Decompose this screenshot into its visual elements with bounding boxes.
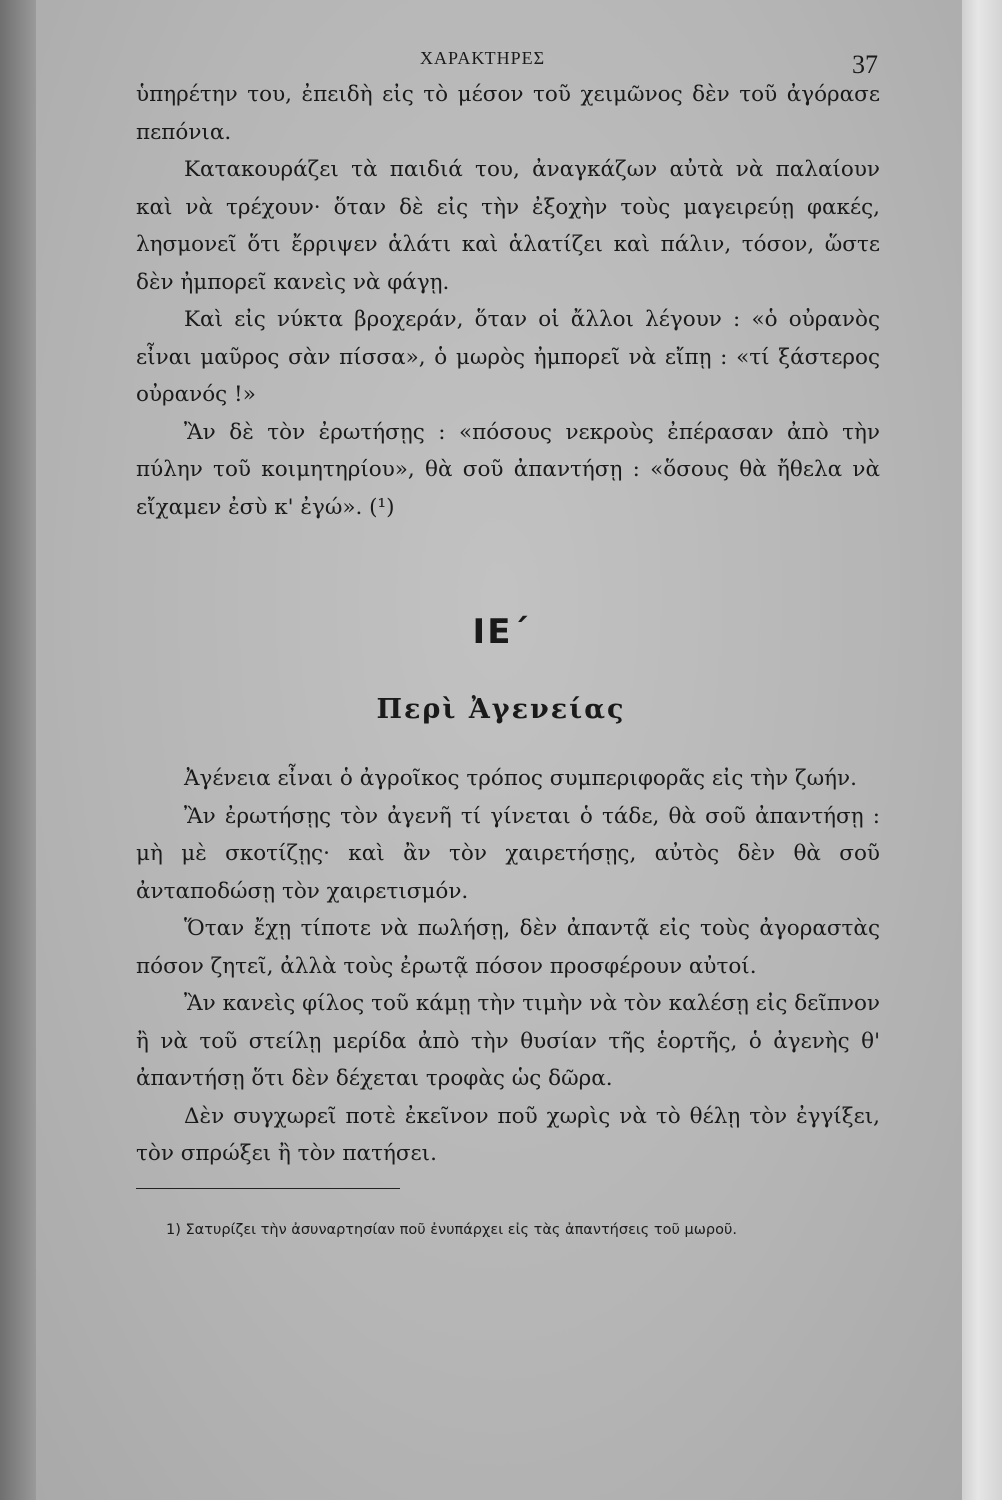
paragraph: Κατακουράζει τὰ παιδιά του, ἀναγκάζων αὐτὰ νὰ παλαίουν καὶ νὰ τρέχουν· ὅταν δὲ εἰς τὴν ἐξοχὴν τοὺς μαγειρεύῃ φακές, λησμονεῖ ὅτι ἔρριψεν ἁλάτι καὶ ἁλατίζει καὶ πάλιν, τόσον, ὥστε δὲν ἠμπορεῖ κανεὶς νὰ φάγῃ. <box>136 157 880 295</box>
paragraph: Ἂν κανεὶς φίλος τοῦ κάμῃ τὴν τιμὴν νὰ τὸν καλέσῃ εἰς δεῖπνον ἢ νὰ τοῦ στείλῃ μερίδα ἀπὸ τὴν θυσίαν τῆς ἑορτῆς, ὁ ἀγενὴς θ' ἀπαντήσῃ ὅτι δὲν δέχεται τροφὰς ὡς δῶρα. <box>136 991 880 1091</box>
page-number: 37 <box>852 50 878 79</box>
paragraph: Ἂν δὲ τὸν ἐρωτήσῃς : «πόσους νεκροὺς ἐπέρασαν ἀπὸ τὴν πύλην τοῦ κοιμητηρίου», θὰ σοῦ ἀπαντήσῃ : «ὅσους θὰ ἤθελα νὰ εἴχαμεν ἐσὺ κ' ἐγώ». (¹) <box>136 419 880 520</box>
scan-left-edge <box>0 0 36 1500</box>
chapter-title: Περὶ Ἀγενείας <box>376 694 626 725</box>
body-text-top <box>136 76 880 526</box>
paragraph: Καὶ εἰς νύκτα βροχεράν, ὅταν οἱ ἄλλοι λέγουν : «ὁ οὐρανὸς εἶναι μαῦρος σὰν πίσσα», ὁ μωρὸς ἠμπορεῖ νὰ εἴπῃ : «τί ξάστερος οὐρανός !» <box>136 307 880 407</box>
paragraph: Ὅταν ἔχῃ τίποτε νὰ πωλήσῃ, δὲν ἀπαντᾷ εἰς τοὺς ἀγοραστὰς πόσον ζητεῖ, ἀλλὰ τοὺς ἐρωτᾷ πόσον προσφέρουν αὐτοί. <box>136 916 880 979</box>
paragraph: Ἀγένεια εἶναι ὁ ἀγροῖκος τρόπος συμπεριφορᾶς εἰς τὴν ζωήν. <box>184 766 857 791</box>
footnote <box>136 1215 880 1245</box>
footnote-text: 1) Σατυρίζει τὴν ἀσυναρτησίαν ποῦ ἐνυπάρχει εἰς τὰς ἀπαντήσεις τοῦ μωροῦ. <box>166 1222 737 1238</box>
facing-page-edge <box>962 0 1002 1500</box>
paragraph: Δὲν συγχωρεῖ ποτὲ ἐκεῖνον ποῦ χωρὶς νὰ τὸ θέλῃ τὸν ἐγγίξει, τὸν σπρώξει ἢ τὸν πατήσει. <box>136 1103 880 1166</box>
chapter-numeral: ΙΕ΄ <box>472 612 530 652</box>
body-text-bottom <box>136 760 880 1173</box>
footnote-divider <box>136 1188 400 1189</box>
paragraph: Ἂν ἐρωτήσῃς τὸν ἀγενῆ τί γίνεται ὁ τάδε, θὰ σοῦ ἀπαντήσῃ : μὴ μὲ σκοτίζῃς· καὶ ἂν τὸν χαιρετήσῃς, αὐτὸς δὲν θὰ σοῦ ἀνταποδώσῃ τὸν χαιρετισμόν. <box>136 803 880 904</box>
paragraph-continuation: ὑπηρέτην του, ἐπειδὴ εἰς τὸ μέσον τοῦ χειμῶνος δὲν τοῦ ἀγόρασε πεπόνια. <box>136 82 880 145</box>
running-head: ΧΑΡΑΚΤΗΡΕΣ <box>420 48 546 68</box>
